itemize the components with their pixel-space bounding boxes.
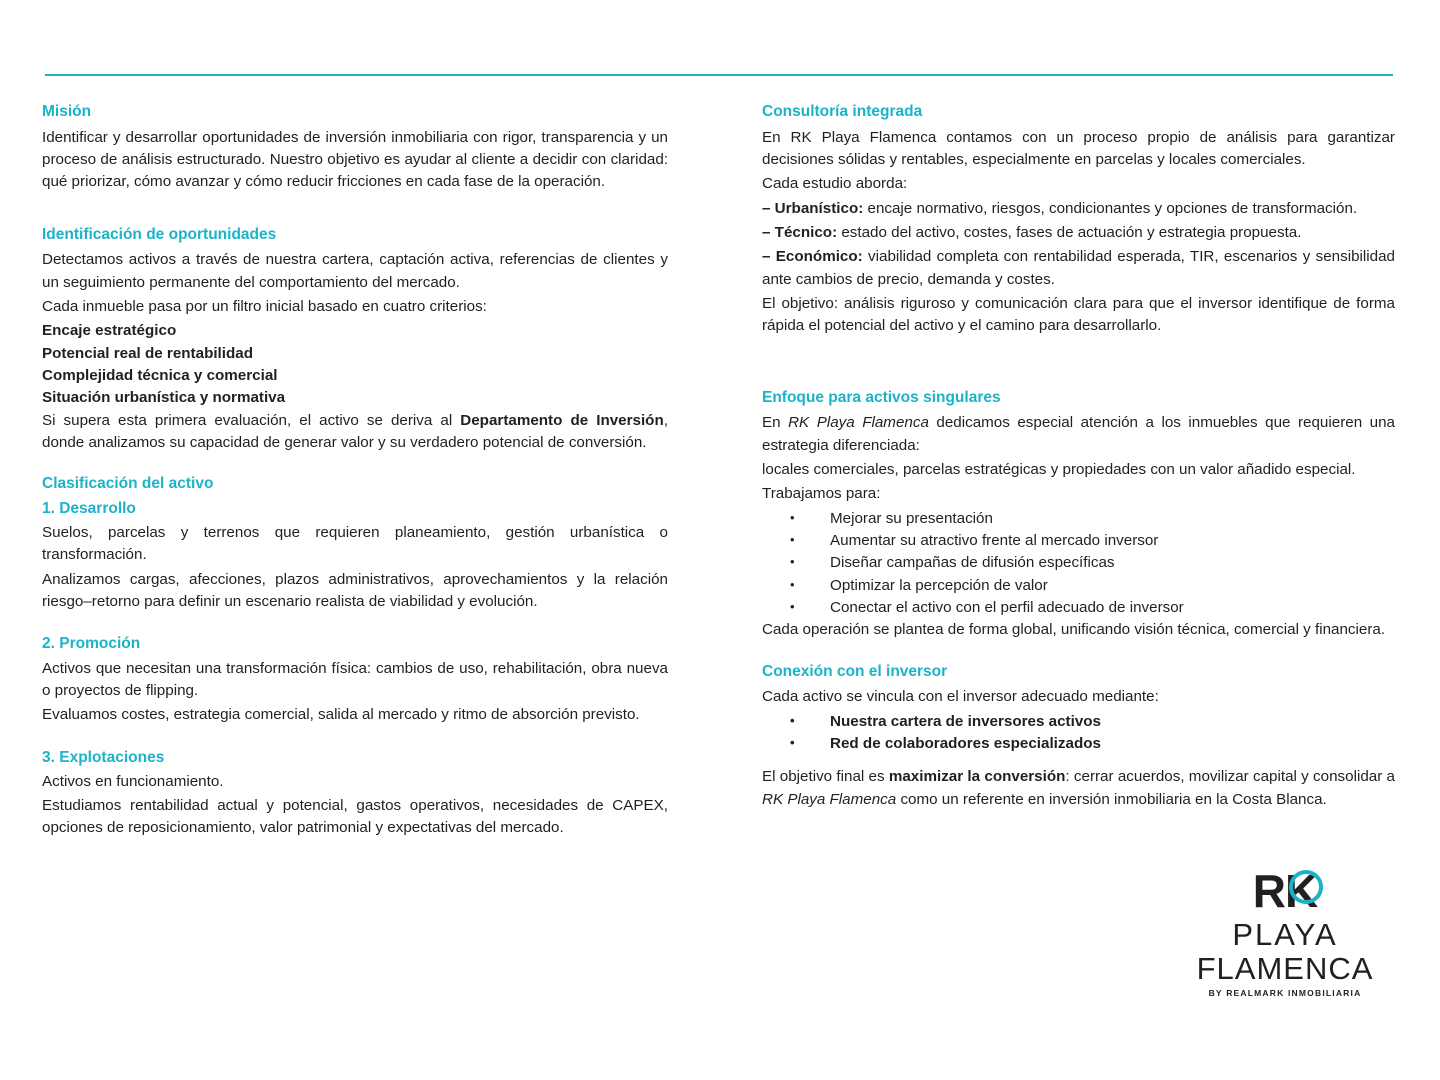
logo-mark-text: RK <box>1252 865 1318 918</box>
consultoria-item-urbanistico <box>762 198 1395 220</box>
enfoque-brand-italic: RK Playa Flamenca <box>788 414 929 432</box>
logo-line-playa: PLAYA <box>1232 917 1338 953</box>
right-column <box>712 103 1440 842</box>
clasificacion-item-1-paragraph-2: Analizamos cargas, afecciones, plazos administrativos, aprovechamientos y la relación riesgo–retorno para definir un escenario realista de viabilidad y evolución. <box>42 570 668 611</box>
enfoque-paragraph-1 <box>762 412 1395 457</box>
identificacion-paragraph-2: Cada inmueble pasa por un filtro inicial basado en cuatro criterios: <box>42 297 487 315</box>
brand-logo <box>1190 865 1380 998</box>
logo-mark-rk <box>1252 865 1318 918</box>
criterion-item: Situación urbanística y normativa <box>42 389 286 407</box>
consultoria-item-tecnico <box>762 222 1395 244</box>
list-item: • Red de colaboradores especializados <box>762 733 1395 755</box>
consultoria-item-label: Urbanístico: <box>774 199 864 217</box>
clasificacion-item-1-paragraph-1: Suelos, parcelas y terrenos que requieren planeamiento, gestión urbanística o transformación. <box>42 524 668 564</box>
section-heading-clasificacion: Clasificación del activo <box>42 475 214 493</box>
section-heading-enfoque: Enfoque para activos singulares <box>762 388 1001 406</box>
header-divider <box>45 74 1393 76</box>
conexion-brand-italic: RK Playa Flamenca <box>762 790 897 808</box>
identificacion-closing-pre: Si supera esta primera evaluación, el activo se deriva al <box>42 411 461 429</box>
consultoria-paragraph-1: En RK Playa Flamenca contamos con un proceso propio de análisis para garantizar decisiones sólidas y rentables, especialmente en parcelas y locales comerciales. <box>762 128 1395 168</box>
consultoria-closing: El objetivo: análisis riguroso y comunicación clara para que el inversor identifique de forma rápida el potencial del activo y el camino para desarrollarlo. <box>762 295 1395 335</box>
consultoria-item-dash: – <box>762 223 775 241</box>
conexion-closing <box>762 766 1395 811</box>
mision-paragraph: Identificar y desarrollar oportunidades de inversión inmobiliaria con rigor, transparencia y un proceso de análisis estructurado. Nuestro objetivo es ayudar al cliente a decidir con claridad: qué priorizar, cómo avanzar y cómo reducir fricciones en cada fase de la operación. <box>42 128 668 191</box>
list-item: • Diseñar campañas de difusión específicas <box>762 552 1395 574</box>
criterion-item: Complejidad técnica y comercial <box>42 366 278 384</box>
clasificacion-item-3-paragraph-1: Activos en funcionamiento. <box>42 772 224 790</box>
conexion-closing-pre: El objetivo final es <box>762 768 889 786</box>
consultoria-item-text: viabilidad completa con rentabilidad esperada, TIR, escenarios y sensibilidad ante cambios de precio, demanda y costes. <box>762 248 1395 288</box>
logo-circle-icon <box>1289 870 1323 904</box>
enfoque-closing: Cada operación se plantea de forma global, unificando visión técnica, comercial y financiera. <box>762 621 1386 639</box>
section-heading-mision: Misión <box>42 103 92 120</box>
list-item: • Mejorar su presentación <box>762 508 1395 530</box>
section-heading-identificacion: Identificación de oportunidades <box>42 225 277 243</box>
identificacion-closing-bold: Departamento de Inversión <box>460 411 664 429</box>
conexion-closing-bold: maximizar la conversión <box>888 768 1066 786</box>
section-heading-consultoria: Consultoría integrada <box>762 103 923 120</box>
consultoria-item-text: estado del activo, costes, fases de actuación y estrategia propuesta. <box>837 223 1302 241</box>
conexion-bullet-list <box>762 711 1395 756</box>
clasificacion-item-3-paragraph-2: Estudiamos rentabilidad actual y potencial, gastos operativos, necesidades de CAPEX, opciones de reposicionamiento, valor patrimonial y expectativas del mercado. <box>42 797 668 837</box>
enfoque-paragraph-3: Trabajamos para: <box>762 485 881 503</box>
clasificacion-item-title-3: 3. Explotaciones <box>42 748 165 766</box>
enfoque-paragraph-1-pre: En <box>762 414 789 432</box>
clasificacion-item-title-1: 1. Desarrollo <box>42 499 136 517</box>
list-item: • Conectar el activo con el perfil adecuado de inversor <box>762 597 1395 619</box>
conexion-closing-mid: : cerrar acuerdos, movilizar capital y consolidar a <box>1065 768 1395 786</box>
list-item: • Aumentar su atractivo frente al mercado inversor <box>762 530 1395 552</box>
section-heading-conexion: Conexión con el inversor <box>762 662 948 680</box>
criterion-item: Potencial real de rentabilidad <box>42 344 254 362</box>
consultoria-item-label: Técnico: <box>774 223 838 241</box>
consultoria-item-label: Económico: <box>775 248 863 266</box>
consultoria-paragraph-2: Cada estudio aborda: <box>762 175 908 193</box>
clasificacion-item-title-2: 2. Promoción <box>42 635 141 653</box>
clasificacion-item-2-paragraph-1: Activos que necesitan una transformación física: cambios de uso, rehabilitación, obra nueva o proyectos de flipping. <box>42 659 668 699</box>
conexion-closing-post: como un referente en inversión inmobiliaria en la Costa Blanca. <box>896 790 1327 808</box>
consultoria-item-dash: – <box>762 248 776 266</box>
enfoque-bullet-list <box>762 508 1395 620</box>
enfoque-paragraph-2: locales comerciales, parcelas estratégicas y propiedades con un valor añadido especial. <box>762 460 1356 478</box>
logo-line-flamenca: FLAMENCA <box>1196 950 1374 986</box>
enfoque-paragraph-1-post: dedicamos especial atención a los inmuebles que requieren una estrategia diferenciada: <box>762 414 1396 454</box>
conexion-paragraph-1: Cada activo se vincula con el inversor adecuado mediante: <box>762 688 1159 706</box>
criterion-item: Encaje estratégico <box>42 322 177 340</box>
identificacion-closing <box>42 410 668 455</box>
identificacion-closing-post: , donde analizamos su capacidad de generar valor y su verdadero potencial de conversión. <box>42 411 668 451</box>
clasificacion-item-2-paragraph-2: Evaluamos costes, estrategia comercial, salida al mercado y ritmo de absorción previsto. <box>42 706 640 724</box>
consultoria-item-text: encaje normativo, riesgos, condicionantes y opciones de transformación. <box>863 199 1358 217</box>
two-column-layout <box>0 103 1440 842</box>
consultoria-item-economico <box>762 246 1395 291</box>
identificacion-paragraph-1: Detectamos activos a través de nuestra cartera, captación activa, referencias de clientes y un seguimiento permanente del comportamiento del mercado. <box>42 251 668 291</box>
list-item: • Nuestra cartera de inversores activos <box>762 711 1395 733</box>
logo-tagline: BY REALMARK INMOBILIARIA <box>1208 988 1362 998</box>
list-item: • Optimizar la percepción de valor <box>762 575 1395 597</box>
left-column <box>0 103 712 842</box>
consultoria-item-dash: – <box>762 199 775 217</box>
